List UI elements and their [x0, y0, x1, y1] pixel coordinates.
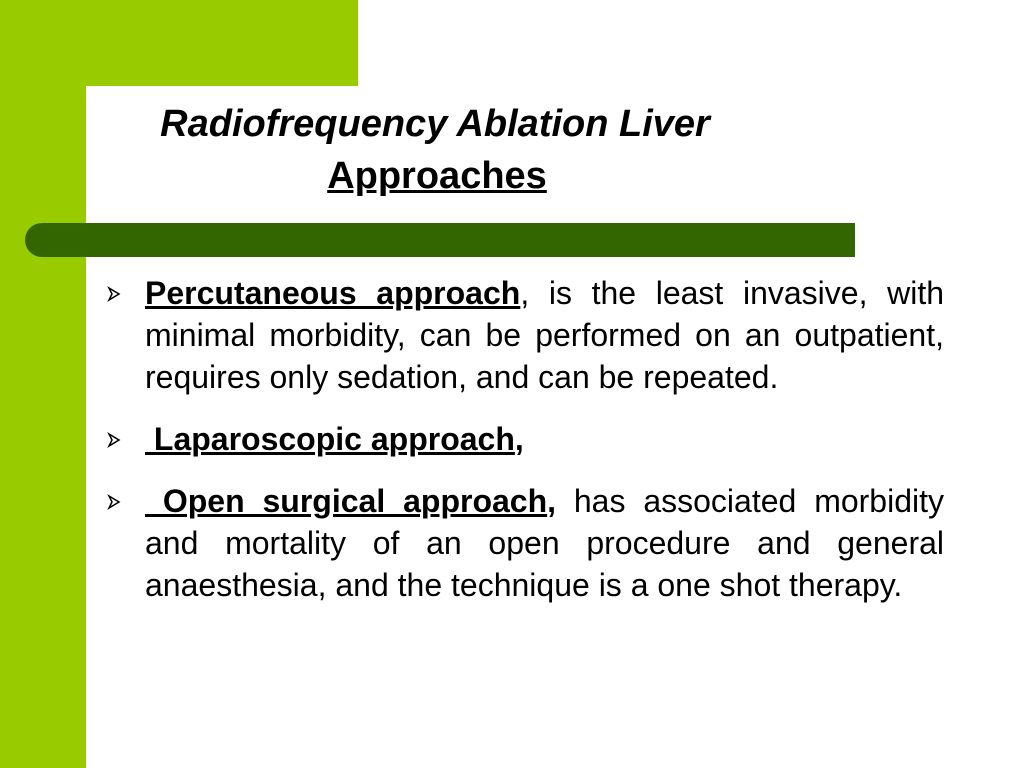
- bullet-item-percutaneous: [104, 272, 944, 398]
- bullet-term: Laparoscopic approach: [145, 421, 515, 457]
- bullet-punct: ,: [547, 483, 557, 519]
- bullet-term: Open surgical approach: [145, 483, 548, 519]
- bullet-punct: ,: [520, 275, 530, 311]
- bullet-punct: ,: [514, 421, 524, 457]
- bullet-text: has associated morbidity and mortality of an open procedure and general anaesthesia, and the technique is a one shot therapy.: [145, 483, 944, 603]
- slide-title: [0, 98, 870, 202]
- slide-title-line1: Radiofrequency Ablation Liver: [160, 103, 710, 145]
- bullet-item-laparoscopic: [104, 418, 944, 460]
- arrowhead-bullet-icon: [106, 432, 122, 448]
- slide-title-line2-text: Approaches: [327, 155, 547, 197]
- arrowhead-bullet-icon: [106, 286, 122, 302]
- slide-title-line2: [0, 150, 870, 202]
- top-accent-block: [0, 0, 358, 86]
- bullet-list: [104, 272, 944, 626]
- bullet-item-open-surgical: [104, 480, 944, 606]
- arrowhead-bullet-icon: [106, 494, 122, 510]
- divider-band: [25, 223, 855, 257]
- bullet-term: Percutaneous approach: [145, 275, 521, 311]
- bullet-text: is the least invasive, with minimal morbidity, can be performed on an outpatient, requires only sedation, and can be repeated.: [145, 275, 945, 395]
